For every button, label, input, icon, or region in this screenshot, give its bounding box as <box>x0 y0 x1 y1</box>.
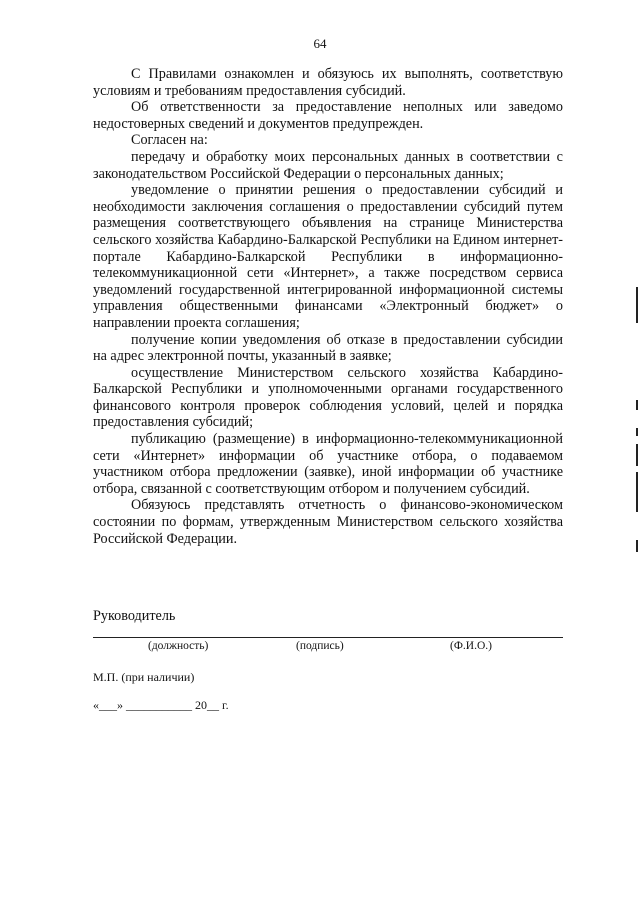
paragraph-inspections: осуществление Министерством сельского хозяйства Кабардино-Балкарской Республики и уполномоченными органами государственного финансового контроля проверок соблюдения условий, целей и порядка предоставления субсидий; <box>93 364 563 431</box>
label-position: (должность) <box>148 640 209 652</box>
paragraph-responsibility: Об ответственности за предоставление неполных или заведомо недостоверных сведений и документов предупрежден. <box>93 99 563 132</box>
label-signature: (подпись) <box>296 640 344 652</box>
paragraph-reporting: Обязуюсь представлять отчетность о финансово-экономическом состоянии по формам, утвержденным Министерством сельского хозяйства Российской Федерации. <box>93 497 563 547</box>
stamp-note: М.П. (при наличии) <box>93 670 195 684</box>
paragraph-refusal-copy: получение копии уведомления об отказе в предоставлении субсидии на адрес электронной почты, указанный в заявке; <box>93 331 563 365</box>
body-text <box>93 66 563 547</box>
date-line: «___» ___________ 20__ г. <box>93 698 229 712</box>
signature-heading: Руководитель <box>93 608 176 624</box>
paragraph-notification: уведомление о принятии решения о предоставлении субсидий и необходимости заключения соглашения о предоставлении субсидий путем размещения соответствующего объявления на странице Министерства сельского хозяйства Кабардино-Балкарской Республики на Едином интернет-портале Кабардино-Балкарской Республики в информационно-телекоммуникационной сети «Интернет», а также посредством сервиса уведомлений государственной интегрированной информационной системы управления общественными финансами «Электронный бюджет» о направлении проекта соглашения; <box>93 182 563 331</box>
paragraph-consent-heading: Согласен на: <box>131 132 208 149</box>
paragraph-publication: публикацию (размещение) в информационно-телекоммуникационной сети «Интернет» информации об участнике отбора, о подаваемом участником отбора предложении (заявке), иной информации об участнике отбора, связанной с соответствующим отбором и получением субсидий. <box>93 431 563 497</box>
paragraph-personal-data: передачу и обработку моих персональных данных в соответствии с законодательством Российской Федерации о персональных данных; <box>93 148 563 182</box>
signature-line <box>93 637 563 639</box>
page-number: 64 <box>313 36 327 51</box>
label-name: (Ф.И.О.) <box>450 640 492 652</box>
paragraph-rules: С Правилами ознакомлен и обязуюсь их выполнять, соответствую условиям и требованиям предоставления субсидий. <box>93 66 563 99</box>
